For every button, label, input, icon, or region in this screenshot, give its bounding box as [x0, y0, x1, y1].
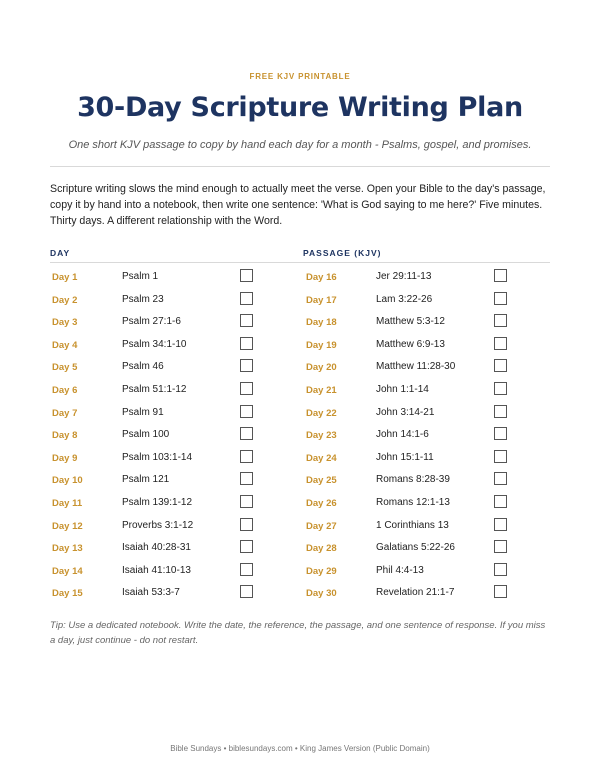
reading-row	[52, 402, 302, 425]
column-header-passage: PASSAGE (KJV)	[303, 248, 382, 258]
tip-note: Tip: Use a dedicated notebook. Write the date, the reference, the passage, and one sentence of response. If you miss a day, just continue - do not restart.	[50, 620, 546, 646]
day-label: Day 11	[52, 497, 83, 509]
eyebrow-label: FREE KJV PRINTABLE	[249, 72, 351, 81]
completion-checkbox[interactable]	[240, 495, 253, 508]
reading-row	[52, 469, 302, 492]
reading-list-right	[306, 266, 556, 605]
day-label: Day 16	[306, 272, 337, 283]
day-label: Day 18	[306, 317, 337, 329]
completion-checkbox[interactable]	[494, 405, 507, 418]
passage-reference: Matthew 11:28-30	[376, 361, 456, 373]
page-footer: Bible Sundays • biblesundays.com • King James Version (Public Domain)	[170, 744, 430, 753]
passage-reference: Isaiah 53:3-7	[122, 587, 180, 599]
reading-row	[306, 266, 556, 289]
reading-row	[52, 515, 302, 538]
day-label: Day 12	[52, 520, 83, 532]
reading-row	[52, 582, 302, 605]
day-label: Day 29	[306, 565, 337, 577]
completion-checkbox[interactable]	[240, 314, 253, 327]
passage-reference: Psalm 51:1-12	[122, 383, 187, 395]
page-title: 30-Day Scripture Writing Plan	[77, 92, 523, 123]
completion-checkbox[interactable]	[240, 518, 253, 531]
passage-reference: Galatians 5:22-26	[376, 542, 455, 554]
day-label: Day 2	[52, 294, 78, 306]
passage-reference: Lam 3:22-26	[376, 293, 433, 305]
reading-row	[306, 515, 556, 538]
completion-checkbox[interactable]	[494, 292, 507, 305]
completion-checkbox[interactable]	[240, 382, 253, 395]
passage-reference: Phil 4:4-13	[376, 564, 424, 576]
passage-reference: John 15:1-11	[376, 451, 434, 463]
day-label: Day 9	[52, 452, 78, 464]
passage-reference: Psalm 46	[122, 361, 164, 373]
reading-row	[306, 289, 556, 312]
completion-checkbox[interactable]	[494, 450, 507, 463]
reading-row	[306, 334, 556, 357]
header-divider	[50, 262, 550, 263]
day-label: Day 22	[306, 407, 337, 419]
day-label: Day 17	[306, 294, 337, 306]
day-label: Day 14	[52, 565, 83, 577]
day-label: Day 6	[52, 384, 78, 396]
passage-reference: Romans 12:1-13	[376, 496, 450, 508]
day-label: Day 8	[52, 430, 78, 442]
passage-reference: Romans 8:28-39	[376, 474, 450, 486]
completion-checkbox[interactable]	[494, 518, 507, 531]
reading-row	[306, 311, 556, 334]
completion-checkbox[interactable]	[494, 269, 507, 282]
day-label: Day 1	[52, 272, 78, 283]
passage-reference: Psalm 139:1-12	[122, 496, 193, 508]
reading-row	[306, 560, 556, 583]
passage-reference: John 3:14-21	[376, 406, 435, 418]
passage-reference: 1 Corinthians 13	[376, 519, 449, 531]
completion-checkbox[interactable]	[494, 427, 507, 440]
day-label: Day 24	[306, 452, 337, 464]
passage-reference: Psalm 23	[122, 293, 164, 305]
completion-checkbox[interactable]	[494, 563, 507, 576]
reading-row	[52, 334, 302, 357]
completion-checkbox[interactable]	[240, 269, 253, 282]
passage-reference: Matthew 5:3-12	[376, 316, 445, 328]
day-label: Day 10	[52, 475, 83, 487]
day-label: Day 27	[306, 520, 337, 532]
passage-reference: Jer 29:11-13	[376, 271, 432, 282]
reading-row	[306, 424, 556, 447]
passage-reference: Psalm 27:1-6	[122, 316, 181, 328]
reading-row	[306, 356, 556, 379]
day-label: Day 26	[306, 497, 337, 509]
completion-checkbox[interactable]	[240, 563, 253, 576]
page-subtitle: One short KJV passage to copy by hand each day for a month - Psalms, gospel, and promises.	[68, 139, 532, 151]
day-label: Day 4	[52, 339, 78, 351]
reading-row	[52, 537, 302, 560]
passage-reference: Isaiah 41:10-13	[122, 564, 191, 576]
completion-checkbox[interactable]	[494, 472, 507, 485]
reading-row	[306, 402, 556, 425]
intro-paragraph: Scripture writing slows the mind enough to actually meet the verse. Open your Bible to the day's passage, copy it by hand into a notebook, then write one sentence: 'What is God saying to me here?' Five minutes. Thirty days. A different relationship with the Word.	[50, 183, 546, 227]
passage-reference: Psalm 121	[122, 474, 170, 486]
passage-reference: John 1:1-14	[376, 383, 429, 395]
reading-row	[306, 582, 556, 605]
reading-row	[306, 469, 556, 492]
passage-reference: Psalm 103:1-14	[122, 451, 193, 463]
reading-row	[52, 311, 302, 334]
day-label: Day 5	[52, 362, 78, 374]
passage-reference: John 14:1-6	[376, 429, 429, 441]
day-label: Day 7	[52, 407, 78, 419]
passage-reference: Psalm 100	[122, 429, 170, 441]
completion-checkbox[interactable]	[240, 450, 253, 463]
day-label: Day 3	[52, 317, 78, 329]
completion-checkbox[interactable]	[240, 405, 253, 418]
completion-checkbox[interactable]	[494, 359, 507, 372]
passage-reference: Psalm 1	[122, 271, 159, 282]
reading-row	[306, 492, 556, 515]
passage-reference: Psalm 91	[122, 406, 164, 418]
passage-reference: Psalm 34:1-10	[122, 338, 187, 350]
day-label: Day 20	[306, 362, 337, 374]
reading-row	[52, 356, 302, 379]
passage-reference: Revelation 21:1-7	[376, 587, 455, 599]
reading-row	[306, 379, 556, 402]
completion-checkbox[interactable]	[494, 314, 507, 327]
day-label: Day 30	[306, 588, 337, 600]
completion-checkbox[interactable]	[240, 292, 253, 305]
completion-checkbox[interactable]	[240, 427, 253, 440]
reading-row	[306, 447, 556, 470]
completion-checkbox[interactable]	[494, 540, 507, 553]
day-label: Day 15	[52, 588, 83, 600]
completion-checkbox[interactable]	[240, 359, 253, 372]
completion-checkbox[interactable]	[494, 585, 507, 598]
completion-checkbox[interactable]	[240, 472, 253, 485]
day-label: Day 28	[306, 543, 337, 555]
reading-list-left	[52, 266, 302, 605]
day-label: Day 19	[306, 339, 337, 351]
day-label: Day 21	[306, 384, 337, 396]
reading-row	[52, 379, 302, 402]
completion-checkbox[interactable]	[494, 382, 507, 395]
divider	[50, 166, 550, 167]
reading-row	[52, 289, 302, 312]
reading-row	[52, 447, 302, 470]
reading-row	[52, 492, 302, 515]
reading-row	[52, 266, 302, 289]
reading-row	[52, 424, 302, 447]
passage-reference: Isaiah 40:28-31	[122, 542, 191, 554]
reading-row	[306, 537, 556, 560]
reading-row	[52, 560, 302, 583]
day-label: Day 13	[52, 543, 83, 555]
completion-checkbox[interactable]	[494, 337, 507, 350]
column-header-day: DAY	[50, 248, 71, 258]
passage-reference: Matthew 6:9-13	[376, 338, 445, 350]
completion-checkbox[interactable]	[240, 540, 253, 553]
completion-checkbox[interactable]	[494, 495, 507, 508]
day-label: Day 25	[306, 475, 337, 487]
completion-checkbox[interactable]	[240, 337, 253, 350]
day-label: Day 23	[306, 430, 337, 442]
passage-reference: Proverbs 3:1-12	[122, 519, 194, 531]
completion-checkbox[interactable]	[240, 585, 253, 598]
